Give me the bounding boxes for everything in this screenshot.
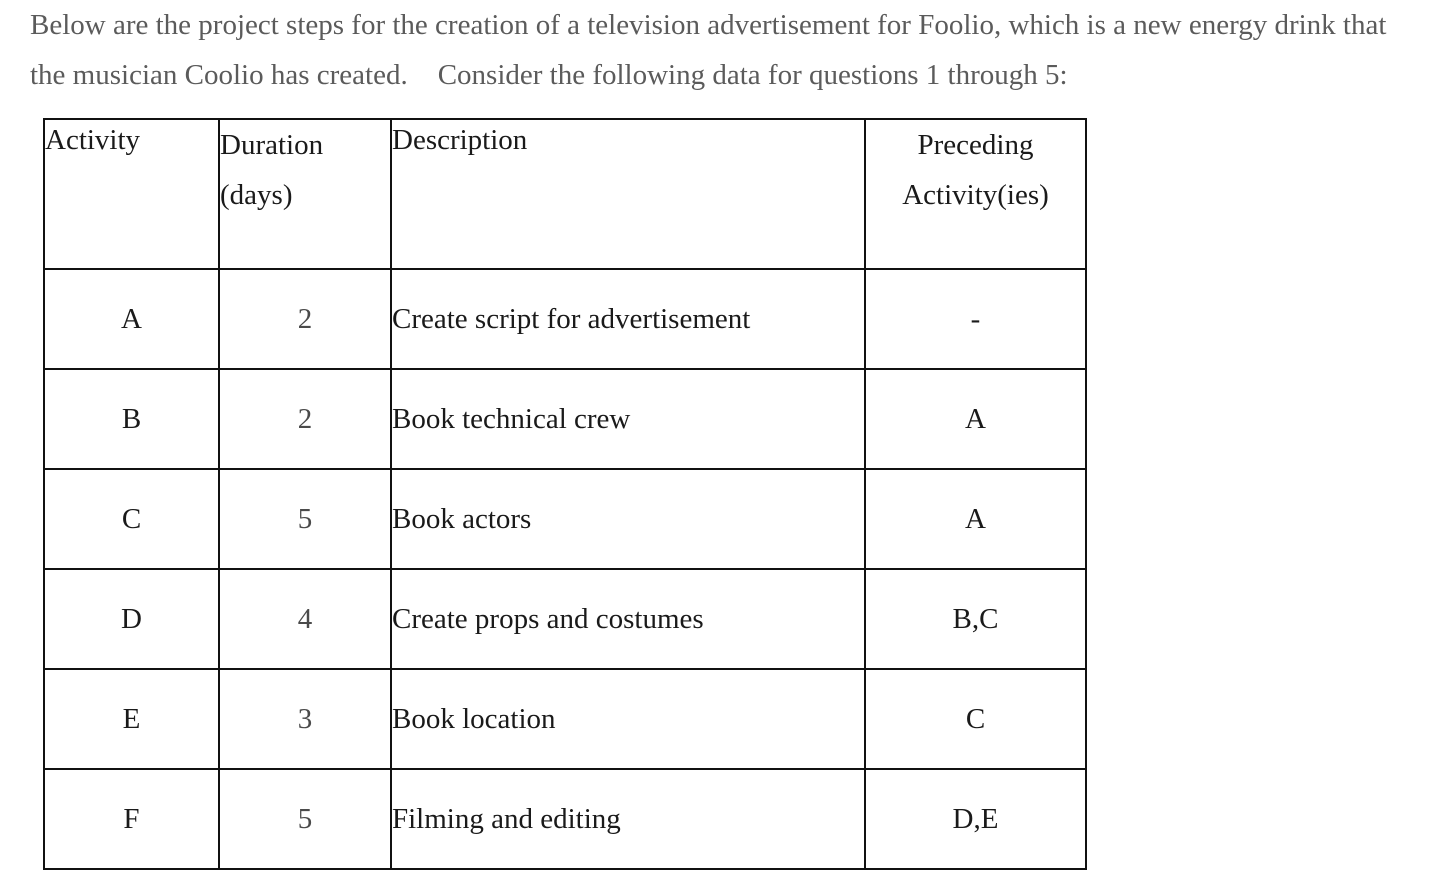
header-preceding bbox=[865, 119, 1086, 269]
header-description-label: Description bbox=[392, 124, 528, 156]
header-preceding-line2: Activity(ies) bbox=[902, 179, 1049, 211]
cell-description: Create script for advertisement bbox=[391, 269, 865, 369]
cell-activity: E bbox=[44, 669, 219, 769]
header-activity-label: Activity bbox=[45, 124, 141, 156]
table-row bbox=[44, 369, 1086, 469]
table-row bbox=[44, 469, 1086, 569]
project-steps-table bbox=[43, 118, 1087, 870]
cell-preceding: - bbox=[865, 269, 1086, 369]
cell-description: Book location bbox=[391, 669, 865, 769]
table-row bbox=[44, 769, 1086, 869]
cell-activity: F bbox=[44, 769, 219, 869]
header-duration-line1: Duration bbox=[220, 129, 324, 161]
intro-sentence-2: Consider the following data for questions 1 through 5: bbox=[437, 59, 1068, 91]
table-row bbox=[44, 269, 1086, 369]
table-row bbox=[44, 569, 1086, 669]
header-activity bbox=[44, 119, 219, 269]
cell-duration: 3 bbox=[219, 669, 391, 769]
cell-duration: 4 bbox=[219, 569, 391, 669]
header-preceding-line1: Preceding bbox=[917, 129, 1034, 161]
cell-duration: 2 bbox=[219, 269, 391, 369]
cell-description: Create props and costumes bbox=[391, 569, 865, 669]
cell-description: Book technical crew bbox=[391, 369, 865, 469]
table-header-row bbox=[44, 119, 1086, 269]
cell-duration: 5 bbox=[219, 769, 391, 869]
header-duration-line2: (days) bbox=[220, 179, 293, 211]
cell-preceding: A bbox=[865, 369, 1086, 469]
intro-sentence-1: Below are the project steps for the creation of a television advertisement for Foolio, which is a new energy drink that the musician Coolio has created. bbox=[30, 9, 1387, 91]
header-description bbox=[391, 119, 865, 269]
cell-duration: 5 bbox=[219, 469, 391, 569]
cell-activity: A bbox=[44, 269, 219, 369]
cell-activity: C bbox=[44, 469, 219, 569]
header-duration bbox=[219, 119, 391, 269]
cell-description: Book actors bbox=[391, 469, 865, 569]
cell-description: Filming and editing bbox=[391, 769, 865, 869]
cell-duration: 2 bbox=[219, 369, 391, 469]
cell-preceding: C bbox=[865, 669, 1086, 769]
table-row bbox=[44, 669, 1086, 769]
cell-preceding: B,C bbox=[865, 569, 1086, 669]
cell-preceding: D,E bbox=[865, 769, 1086, 869]
intro-paragraph bbox=[30, 0, 1420, 100]
cell-preceding: A bbox=[865, 469, 1086, 569]
cell-activity: B bbox=[44, 369, 219, 469]
cell-activity: D bbox=[44, 569, 219, 669]
